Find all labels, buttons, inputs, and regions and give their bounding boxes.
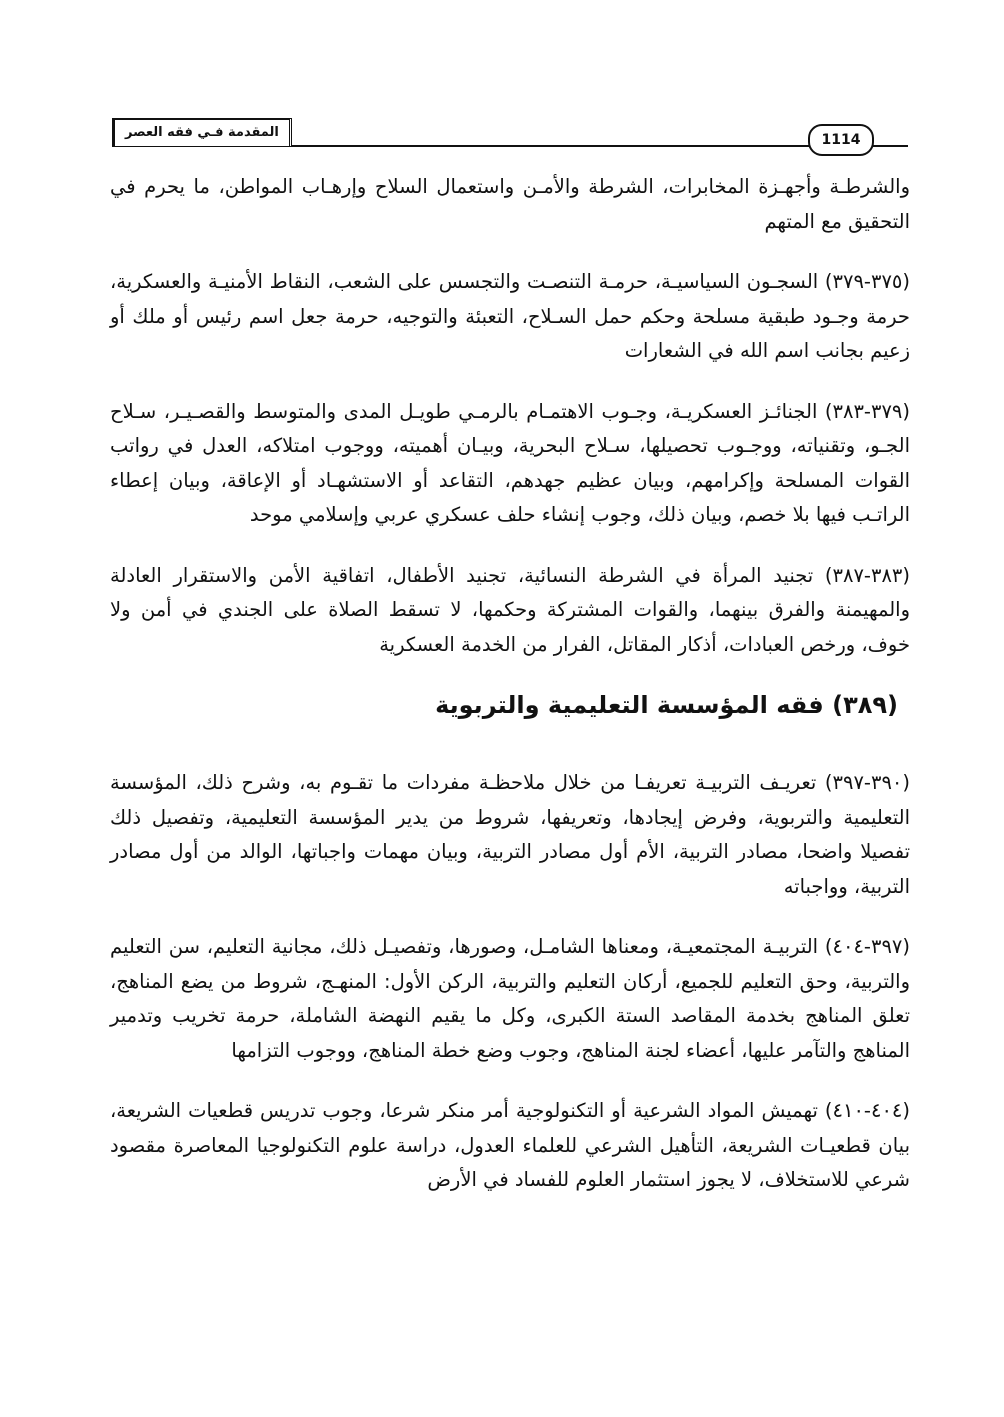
page-number: 1114 [808,124,874,156]
paragraph-3: (٣٧٩-٣٨٣) الجنائـز العسكريـة، وجـوب الاهتمـام بالرمـي طويـل المدى والمتوسط والقصـيـر، سـلاح الجـو، وتقنياته، ووجـوب تحصيلها، سـلاح البحرية، وبيـان أهميته، ووجوب امتلاكه، العدل في رواتب القوات المسلحة وإكرامهم، وبيان عظيم جهدهم، التقاعد أو الاستشهـاد أو الإعاقة، وبيان إعطاء الراتـب فيها بلا خصم، وبيان ذلك، وجوب إنشاء حلف عسكري عربي وإسلامي موحد [110,399,910,526]
paragraph-2: (٣٧٥-٣٧٩) السجـون السياسيـة، حرمـة التنصـت والتجسس على الشعب، النقاط الأمنيـة والعسكرية، حرمة وجـود طبقية مسلحة وحكم حمل السـلاح، التعبئة والتوجيه، حرمة جعل اسم رئيس أو ملك أو زعيم بجانب اسم الله في الشعارات [110,270,910,362]
page-body [110,170,910,1224]
paragraph-6: (٣٩٧-٤٠٤) التربيـة المجتمعيـة، ومعناها الشامـل، وصورها، وتفصيـل ذلك، مجانية التعليم، سن التعليم والتربية، وحق التعليم للجميع، أركان التعليم والتربية، الركن الأول: المنهـج، شروط من يضع المناهج، تعلق المناهج بخدمة المقاصد الستة الكبرى، وكل ما يقيم النهضة الشاملة، حرمة تخريب وتدمير المناهج والتآمر عليها، أعضاء لجنة المناهج، وجوب وضع خطة المناهج، ووجوب التزامها [110,935,910,1062]
running-header [112,116,908,146]
book-title: المقدمة فـي فقه العصر [112,118,292,146]
section-heading: (٣٨٩) فقه المؤسسة التعليمية والتربوية [435,691,898,719]
paragraph-5: (٣٩٠-٣٩٧) تعريـف التربيـة تعريفـا من خلال ملاحظـة مفردات ما تقـوم به، وشرح ذلك، المؤسسة التعليمية والتربوية، وفرض إيجادها، وتعريفها، شروط من يدير المؤسسة التعليمية، وتفصيل ذلك تفصيلا واضحا، مصادر التربية، الأم أول مصادر التربية، وبيان مهمات واجباتها، الوالد من أول مصادر التربية، وواجباته [110,771,910,898]
paragraph-1: والشرطـة وأجهـزة المخابرات، الشرطة والأمـن واستعمال السلاح وإرهـاب المواطن، ما يحرم في التحقيق مع المتهم [110,175,910,233]
paragraph-7: (٤٠٤-٤١٠) تهميش المواد الشرعية أو التكنولوجية أمر منكر شرعا، وجوب تدريس قطعيات الشريعة، بيان قطعيـات الشريعة، التأهيل الشرعي للعلماء العدول، دراسة علوم التكنولوجيا المعاصرة مقصود شرعي للاستخلاف، لا يجوز استثمار العلوم للفساد في الأرض [110,1099,910,1191]
paragraph-4: (٣٨٣-٣٨٧) تجنيد المرأة في الشرطة النسائية، تجنيد الأطفال، اتفاقية الأمن والاستقرار العادلة والمهيمنة والفرق بينهما، والقوات المشتركة وحكمها، لا تسقط الصلاة على الجندي في أمن ولا خوف، ورخص العبادات، أذكار المقاتل، الفرار من الخدمة العسكرية [110,563,910,656]
